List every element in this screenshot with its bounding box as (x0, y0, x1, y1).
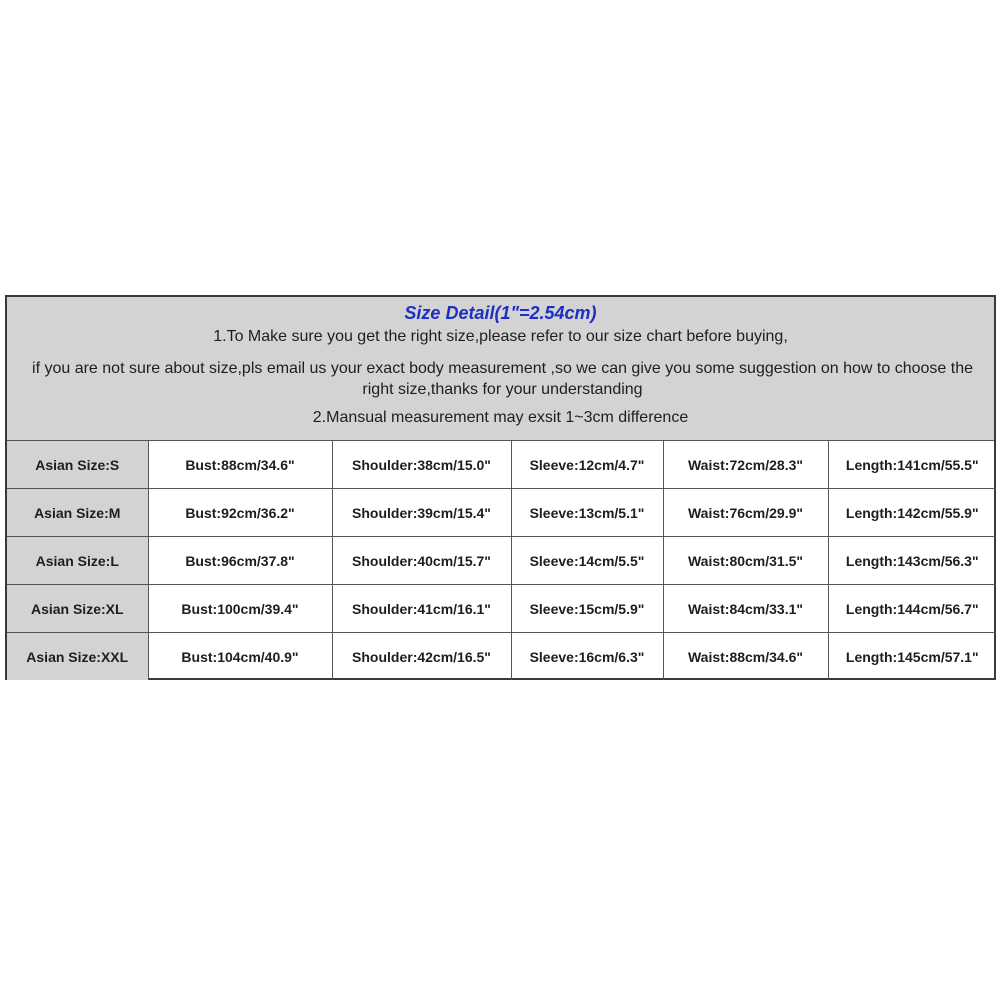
length-cell: Length:142cm/55.9" (828, 489, 996, 537)
size-chart-title: Size Detail(1"=2.54cm) (404, 303, 597, 323)
sleeve-cell: Sleeve:12cm/4.7" (511, 441, 663, 489)
table-row (7, 585, 996, 633)
sleeve-cell: Sleeve:13cm/5.1" (511, 489, 663, 537)
shoulder-cell: Shoulder:40cm/15.7" (332, 537, 511, 585)
note-size-chart-advice: 1.To Make sure you get the right size,please refer to our size chart before buying, (213, 328, 788, 345)
bust-cell: Bust:100cm/39.4" (148, 585, 332, 633)
table-row (7, 489, 996, 537)
bust-cell: Bust:92cm/36.2" (148, 489, 332, 537)
size-label-cell: Asian Size:M (7, 489, 148, 537)
size-chart (5, 295, 996, 680)
size-table (7, 441, 996, 680)
bust-cell: Bust:88cm/34.6" (148, 441, 332, 489)
sleeve-cell: Sleeve:16cm/6.3" (511, 633, 663, 681)
size-label-cell: Asian Size:XXL (7, 633, 148, 681)
length-cell: Length:144cm/56.7" (828, 585, 996, 633)
note-measurement-difference: 2.Mansual measurement may exsit 1~3cm difference (312, 409, 689, 426)
waist-cell: Waist:72cm/28.3" (663, 441, 828, 489)
shoulder-cell: Shoulder:38cm/15.0" (332, 441, 511, 489)
length-cell: Length:145cm/57.1" (828, 633, 996, 681)
waist-cell: Waist:80cm/31.5" (663, 537, 828, 585)
size-label-cell: Asian Size:L (7, 537, 148, 585)
waist-cell: Waist:84cm/33.1" (663, 585, 828, 633)
size-chart-header (7, 297, 994, 441)
sleeve-cell: Sleeve:15cm/5.9" (511, 585, 663, 633)
shoulder-cell: Shoulder:42cm/16.5" (332, 633, 511, 681)
waist-cell: Waist:76cm/29.9" (663, 489, 828, 537)
size-label-cell: Asian Size:XL (7, 585, 148, 633)
shoulder-cell: Shoulder:39cm/15.4" (332, 489, 511, 537)
length-cell: Length:143cm/56.3" (828, 537, 996, 585)
length-cell: Length:141cm/55.5" (828, 441, 996, 489)
shoulder-cell: Shoulder:41cm/16.1" (332, 585, 511, 633)
table-row (7, 441, 996, 489)
sleeve-cell: Sleeve:14cm/5.5" (511, 537, 663, 585)
table-row (7, 633, 996, 681)
size-label-cell: Asian Size:S (7, 441, 148, 489)
bust-cell: Bust:104cm/40.9" (148, 633, 332, 681)
note-email-measurement: if you are not sure about size,pls email us your exact body measurement ,so we can give you some suggestion on how to choose the right size,thanks for your understanding (32, 360, 973, 398)
waist-cell: Waist:88cm/34.6" (663, 633, 828, 681)
bust-cell: Bust:96cm/37.8" (148, 537, 332, 585)
table-row (7, 537, 996, 585)
